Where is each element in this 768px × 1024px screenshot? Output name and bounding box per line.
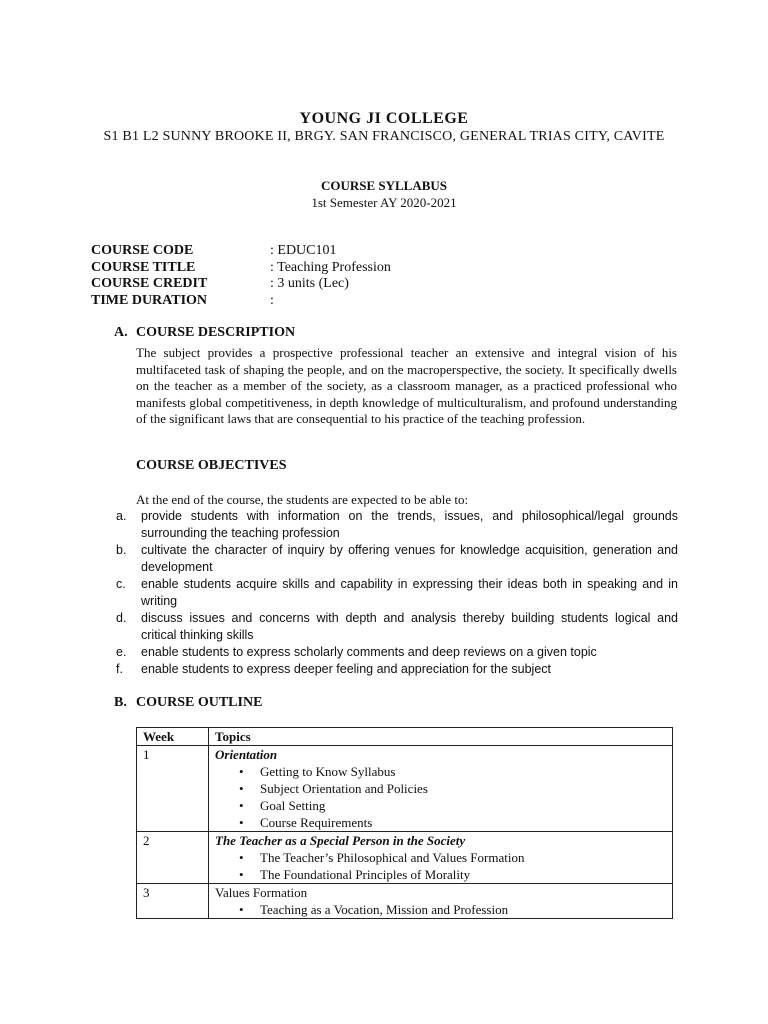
topic-title: Values Formation (215, 885, 308, 900)
topic-bullet: • Teaching as a Vocation, Mission and Profession (239, 901, 666, 918)
course-info-row (91, 243, 337, 260)
course-info-label: COURSE TITLE (91, 260, 196, 275)
table-row (137, 832, 673, 884)
objective-item (116, 644, 678, 661)
objective-letter: f. (116, 662, 123, 676)
topic-title: Orientation (215, 747, 278, 762)
table-row (137, 746, 673, 832)
course-info-label: COURSE CREDIT (91, 276, 208, 291)
objective-item (116, 542, 678, 576)
topic-bullet: • Goal Setting (239, 797, 666, 814)
semester-label: 1st Semester AY 2020-2021 (311, 195, 457, 210)
topic-bullet: • Subject Orientation and Policies (239, 780, 666, 797)
course-info-value: : 3 units (Lec) (270, 276, 349, 291)
objective-item (116, 576, 678, 610)
course-info-label: COURSE CODE (91, 243, 194, 258)
objective-text: provide students with information on the trends, issues, and philosophical/legal grounds surrounding the teaching profession (141, 509, 678, 540)
objective-letter: a. (116, 509, 127, 523)
topic-bullet-list (215, 849, 666, 883)
week-cell: 2 (137, 832, 209, 884)
objective-letter: d. (116, 611, 127, 625)
objective-letter: e. (116, 645, 127, 659)
course-info-row (91, 293, 274, 310)
course-info-value: : Teaching Profession (270, 260, 391, 275)
college-name: YOUNG JI COLLEGE (299, 110, 469, 127)
objective-text: enable students to express deeper feeling and appreciation for the subject (141, 662, 551, 676)
course-info-row (91, 260, 391, 277)
objective-item (116, 508, 678, 542)
course-info-label: TIME DURATION (91, 293, 208, 308)
objective-letter: c. (116, 577, 126, 591)
table-header-row (137, 728, 673, 746)
course-info-row (91, 276, 349, 293)
section-title: COURSE OUTLINE (136, 695, 263, 710)
topic-bullet-list (215, 763, 666, 831)
week-cell: 3 (137, 884, 209, 919)
topic-title: The Teacher as a Special Person in the Society (215, 833, 466, 848)
objective-text: cultivate the character of inquiry by offering venues for knowledge acquisition, generation and development (141, 543, 678, 574)
topic-cell (209, 884, 673, 919)
topic-cell (209, 832, 673, 884)
objective-item (116, 661, 678, 678)
course-description: The subject provides a prospective professional teacher an extensive and integral vision of his multifaceted task of shaping the people, and on the macroperspective, the society. It specifically dwells on the teacher as a member of the society, as a classroom manager, as a practiced professional who manifests global competitiveness, in depth knowledge of multiculturalism, and profound understanding of the significant laws that are consequential to his practice of the teaching profession. (136, 345, 677, 426)
topic-bullet: • Course Requirements (239, 814, 666, 831)
table-header-week: Week (137, 728, 209, 746)
topic-bullet: • The Foundational Principles of Morality (239, 866, 666, 883)
section-letter: A. (114, 325, 128, 340)
college-address: S1 B1 L2 SUNNY BROOKE II, BRGY. SAN FRANCISCO, GENERAL TRIAS CITY, CAVITE (103, 129, 665, 144)
objective-text: enable students to express scholarly comments and deep reviews on a given topic (141, 645, 597, 659)
objectives-list (116, 508, 678, 678)
objective-text: enable students acquire skills and capability in expressing their ideas both in speaking and in writing (141, 577, 678, 608)
course-outline-table (136, 727, 673, 919)
topic-bullet: • The Teacher’s Philosophical and Values Formation (239, 849, 666, 866)
table-row (137, 884, 673, 919)
objective-letter: b. (116, 543, 127, 557)
section-title: COURSE DESCRIPTION (136, 325, 296, 340)
objectives-heading: COURSE OBJECTIVES (136, 458, 287, 473)
course-info-value: : EDUC101 (270, 243, 337, 258)
table-header-topics: Topics (209, 728, 673, 746)
objectives-intro: At the end of the course, the students are expected to be able to: (136, 492, 469, 507)
topic-cell (209, 746, 673, 832)
week-cell: 1 (137, 746, 209, 832)
objective-item (116, 610, 678, 644)
topic-bullet: • Getting to Know Syllabus (239, 763, 666, 780)
section-b-heading (114, 695, 262, 711)
section-letter: B. (114, 695, 127, 710)
section-a-heading (114, 325, 295, 341)
course-info-value: : (270, 293, 274, 308)
syllabus-title: COURSE SYLLABUS (320, 178, 448, 193)
topic-bullet-list (215, 901, 666, 918)
objective-text: discuss issues and concerns with depth and analysis thereby building students logical and critical thinking skills (141, 611, 678, 642)
